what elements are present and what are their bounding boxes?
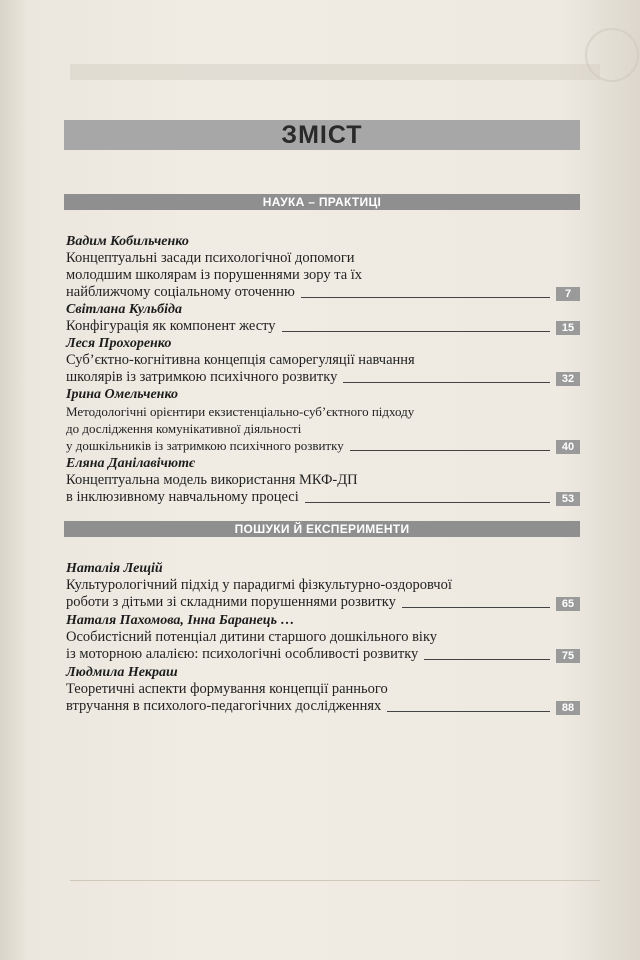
page-number-badge: 15 xyxy=(556,321,580,335)
entry-title-line: до дослідження комунікативної діяльності xyxy=(66,421,302,436)
page-number-badge: 65 xyxy=(556,597,580,611)
dot-leader xyxy=(350,450,550,451)
toc-entry[interactable] xyxy=(66,386,580,454)
entry-title-line: Особистісний потенціал дитини старшого дошкільного віку xyxy=(66,629,438,645)
entry-title[interactable] xyxy=(66,352,580,386)
toc-entry[interactable] xyxy=(66,301,580,335)
entry-author: Світлана Кульбіда xyxy=(66,302,182,317)
page-number-badge: 53 xyxy=(556,492,580,506)
dot-leader xyxy=(301,297,550,298)
toc-entry[interactable] xyxy=(66,335,580,386)
entry-title[interactable] xyxy=(66,318,580,335)
bleed-through-footer-rule xyxy=(70,880,600,881)
dot-leader xyxy=(343,382,550,383)
toc-entry[interactable] xyxy=(66,664,580,715)
entry-title-line: Концептуальна модель використання МКФ-ДП xyxy=(66,472,358,488)
toc-entry[interactable] xyxy=(66,455,580,506)
section-heading-band xyxy=(64,521,580,537)
entry-author: Людмила Некраш xyxy=(66,665,178,680)
entry-title-line: роботи з дітьми зі складними порушеннями розвитку xyxy=(66,594,396,610)
entry-author: Ірина Омельченко xyxy=(66,387,179,402)
entry-title-line: найближчому соціальному оточенню xyxy=(66,284,295,300)
section-heading: ПОШУКИ Й ЕКСПЕРИМЕНТИ xyxy=(234,522,410,536)
entry-title[interactable] xyxy=(66,250,580,301)
entry-title-line: Концептуальні засади психологічної допомоги xyxy=(66,250,355,266)
toc-entry[interactable] xyxy=(66,560,580,611)
entry-title-line: Методологічні орієнтири екзистенціально-суб’єктного підходу xyxy=(66,404,415,419)
entry-title-line: Культурологічний підхід у парадигмі фізкультурно-оздоровчої xyxy=(66,577,452,593)
page-number-badge: 40 xyxy=(556,440,580,454)
entry-title-line: школярів із затримкою психічного розвитку xyxy=(66,369,338,385)
entry-title-line: Суб’єктно-когнітивна концепція саморегуляції навчання xyxy=(66,352,415,368)
entry-title[interactable] xyxy=(66,577,580,611)
entry-title-line: Конфігурація як компонент жесту xyxy=(66,318,276,334)
entry-author: Вадим Кобильченко xyxy=(66,234,189,249)
bleed-through-header xyxy=(70,64,600,80)
dot-leader xyxy=(282,331,550,332)
dot-leader xyxy=(402,607,550,608)
page-number-badge: 88 xyxy=(556,701,580,715)
entry-title[interactable] xyxy=(66,629,580,663)
entry-title[interactable] xyxy=(66,403,580,454)
section-heading: НАУКА – ПРАКТИЦІ xyxy=(262,195,382,209)
entry-author: Наталя Пахомова, Інна Баранець … xyxy=(66,613,295,628)
toc-entry[interactable] xyxy=(66,612,580,663)
entry-title-line: втручання в психолого-педагогічних дослідженнях xyxy=(66,698,382,714)
bleed-through-seal xyxy=(585,28,639,82)
dot-leader xyxy=(424,659,550,660)
entry-title[interactable] xyxy=(66,472,580,506)
entry-author: Наталія Лещій xyxy=(66,561,163,576)
page-number-badge: 7 xyxy=(556,287,580,301)
entry-title-line: молодшим школярам із порушеннями зору та їх xyxy=(66,267,363,283)
contents-title: ЗМІСТ xyxy=(281,120,363,149)
contents-title-band xyxy=(64,120,580,150)
entry-title-line: Теоретичні аспекти формування концепції раннього xyxy=(66,681,388,697)
entry-title-line: в інклюзивному навчальному процесі xyxy=(66,489,299,505)
dot-leader xyxy=(387,711,550,712)
entry-author: Еляна Данілавічютє xyxy=(66,456,195,471)
page-number-badge: 32 xyxy=(556,372,580,386)
page-number-badge: 75 xyxy=(556,649,580,663)
toc-entry[interactable] xyxy=(66,233,580,301)
entry-title-line: із моторною алалією: психологічні особливості розвитку xyxy=(66,646,419,662)
dot-leader xyxy=(305,502,550,503)
entry-title[interactable] xyxy=(66,681,580,715)
entry-author: Леся Прохоренко xyxy=(66,336,172,351)
entry-title-line: у дошкільників із затримкою психічного розвитку xyxy=(66,438,344,453)
section-heading-band xyxy=(64,194,580,210)
